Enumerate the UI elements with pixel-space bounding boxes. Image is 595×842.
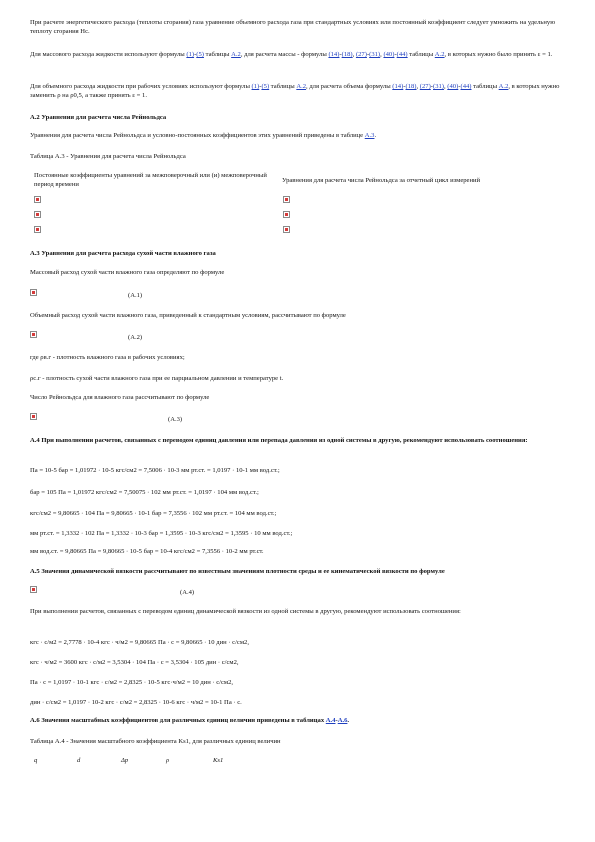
link-formula-1[interactable]: (1) xyxy=(186,51,195,58)
pressure-relation-bar: бар = 105 Па = 1,01972 кгс/см2 = 7,50075 · 102 мм рт.ст. = 1,0197 · 104 мм вод.ст.; xyxy=(30,489,259,496)
table-a3-header-equations: Уравнения для расчета числа Рейнольдса за отчетный цикл измерений xyxy=(282,177,481,184)
link-formula-14[interactable]: (14) xyxy=(328,51,340,58)
heading-a4: А.4 При выполнении расчетов, связанных с переводом единиц давления или перепада давления из одной системы в другую, рекомендуют использовать соотношения: xyxy=(30,437,528,444)
broken-image-icon xyxy=(34,226,41,233)
link-table-a3[interactable]: А.3 xyxy=(364,132,375,139)
equation-number: (А.2) xyxy=(128,334,143,341)
broken-image-icon xyxy=(30,413,37,420)
link-formula-27[interactable]: (27) xyxy=(419,83,431,90)
link-table-a2[interactable]: А.2 xyxy=(498,83,509,90)
link-table-a2[interactable]: А.2 xyxy=(434,51,445,58)
pressure-relation-pa: Па = 10-5 бар = 1,01972 · 10-5 кгс/см2 = 7,5006 · 10-3 мм рт.ст. = 1,0197 · 10-1 мм вод.ст.; xyxy=(30,467,280,474)
link-formula-44[interactable]: (44) xyxy=(396,51,408,58)
broken-image-icon xyxy=(283,226,290,233)
table-a4-caption: Таблица А.4 - Значения масштабного коэффициента Ks1, для различных единиц величин xyxy=(30,738,281,745)
table-a3-header-coefficients: Постоянные коэффициенты уравнений за межповерочный или (и) межповерочный период времени xyxy=(34,172,267,188)
equation-number: (А.3) xyxy=(168,416,183,423)
link-formula-31[interactable]: (31) xyxy=(433,83,444,90)
paragraph-reynolds-equations: Уравнения для расчета числа Рейнольдса и условно-постоянных коэффициентов этих уравнений приведены в таблице А.3. xyxy=(30,132,377,139)
paragraph-dry-volume-flow: Объемный расход сухой части влажного газа, приведенный к стандартным условиям, рассчитывают по формуле xyxy=(30,312,346,319)
viscosity-relation-kgf-h: кгс · ч/м2 = 3600 кгс · с/м2 = 3,5304 · 104 Па · с = 3,5304 · 105 дин · с/см2, xyxy=(30,659,239,666)
paragraph-energy-flow: При расчете энергетического расхода (теплоты сгорания) газа уравнение объемного расхода газа при стандартных условиях или постоянный коэффициент следует умножить на удельную теплоту сгорания Hc. xyxy=(30,19,556,35)
table-a4-header-d: d xyxy=(77,757,81,764)
link-formula-40[interactable]: (40) xyxy=(447,83,459,90)
link-table-a6[interactable]: А.6 xyxy=(337,717,348,724)
table-a3-caption: Таблица А.3 - Уравнения для расчета числа Рейнольдса xyxy=(30,153,186,160)
paragraph-viscosity-conversion: При выполнении расчетов, связанных с переводом единиц динамической вязкости из одной системы в другую, рекомендуют использовать соотношения: xyxy=(30,608,461,615)
paragraph-mass-flow: Для массового расхода жидкости используют формулы (1)-(5) таблицы А.2, для расчета массы - формулы (14)-(18), (27)-(31), (40)-(44) таблицы А.2, в которых нужно было принять ε = 1. xyxy=(30,51,553,58)
link-formula-5[interactable]: (5) xyxy=(196,51,204,58)
link-table-a2[interactable]: А.2 xyxy=(296,83,307,90)
pressure-relation-kgf: кгс/см2 = 9,80665 · 104 Па = 9,80665 · 10-1 бар = 7,3556 · 102 мм рт.ст. = 104 мм вод.ст.; xyxy=(30,510,277,517)
link-formula-18[interactable]: (18) xyxy=(341,51,353,58)
link-table-a4[interactable]: А.4 xyxy=(325,717,336,724)
viscosity-relation-kgf-s: кгс · с/м2 = 2,7778 · 10-4 кгс · ч/м2 = 9,80665 Па · с = 9,80665 · 10 дин · с/см2, xyxy=(30,639,249,646)
heading-a5: А.5 Значения динамической вязкости рассчитывают по известным значениям плотности среды и ее кинематической вязкости по формуле xyxy=(30,568,445,575)
pressure-relation-mmh2o: мм вод.ст. = 9,80665 Па = 9,80665 · 10-5 бар = 10-4 кгс/см2 = 7,3556 · 10-2 мм рт.ст. xyxy=(30,548,264,555)
table-a4-header-q: q xyxy=(34,757,38,764)
pressure-relation-mmhg: мм рт.ст. = 1,3332 · 102 Па = 1,3332 · 10-3 бар = 1,3595 · 10-3 кгс/см2 = 1,3595 · 10 мм вод.ст.; xyxy=(30,530,293,537)
equation-number: (А.1) xyxy=(128,292,143,299)
paragraph-a6: А.6 Значения масштабных коэффициентов для различных единиц величин приведены в таблицах А.4-А.6. xyxy=(30,717,350,724)
link-formula-14[interactable]: (14) xyxy=(392,83,404,90)
link-formula-31[interactable]: (31) xyxy=(369,51,381,58)
link-formula-27[interactable]: (27) xyxy=(355,51,367,58)
paragraph-wet-gas-density: где ρв.г - плотность влажного газа в рабочих условиях; xyxy=(30,354,185,361)
broken-image-icon xyxy=(34,211,41,218)
link-formula-40[interactable]: (40) xyxy=(383,51,395,58)
link-formula-1[interactable]: (1) xyxy=(251,83,260,90)
paragraph-volume-flow: Для объемного расхода жидкости при рабочих условиях используют формулы (1)-(5) таблицы А.2, для расчета объема формулы (14)-(18), (27)-(31), (40)-(44) таблицы А.2, в которых нужно заменить ρ на ρ0,5, а также принять ε = 1. xyxy=(30,83,560,99)
broken-image-icon xyxy=(283,196,290,203)
table-a4-header-ks1: Ks1 xyxy=(213,757,224,764)
link-formula-44[interactable]: (44) xyxy=(460,83,472,90)
equation-number: (А.4) xyxy=(180,589,195,596)
broken-image-icon xyxy=(283,211,290,218)
table-a4-header-rho: ρ xyxy=(166,757,170,764)
link-formula-18[interactable]: (18) xyxy=(405,83,417,90)
broken-image-icon xyxy=(34,196,41,203)
paragraph-dry-gas-density: ρс.г - плотность сухой части влажного газа при ее парциальном давлении и температуре t. xyxy=(30,375,284,382)
paragraph-reynolds-wet-gas: Число Рейнольдса для влажного газа рассчитывают по формуле xyxy=(30,394,210,401)
link-table-a2[interactable]: А.2 xyxy=(231,51,241,58)
table-a4-header-dp: Δp xyxy=(121,757,129,764)
viscosity-relation-dyn: дин · с/см2 = 1,0197 · 10-2 кгс · с/м2 = 2,8325 · 10-6 кгс · ч/м2 = 10-1 Па · с. xyxy=(30,699,242,706)
broken-image-icon xyxy=(30,289,37,296)
broken-image-icon xyxy=(30,586,37,593)
paragraph-dry-mass-flow: Массовый расход сухой части влажного газа определяют по формуле xyxy=(30,269,225,276)
link-formula-5[interactable]: (5) xyxy=(261,83,270,90)
heading-a3: А.3 Уравнения для расчета расхода сухой части влажного газа xyxy=(30,250,216,257)
viscosity-relation-pa-s: Па · с = 1,0197 · 10-1 кгс · с/м2 = 2,8325 · 10-5 кгс·ч/м2 = 10 дин · с/см2, xyxy=(30,679,234,686)
heading-a2: А.2 Уравнения для расчета числа Рейнольдса xyxy=(30,114,167,121)
broken-image-icon xyxy=(30,331,37,338)
